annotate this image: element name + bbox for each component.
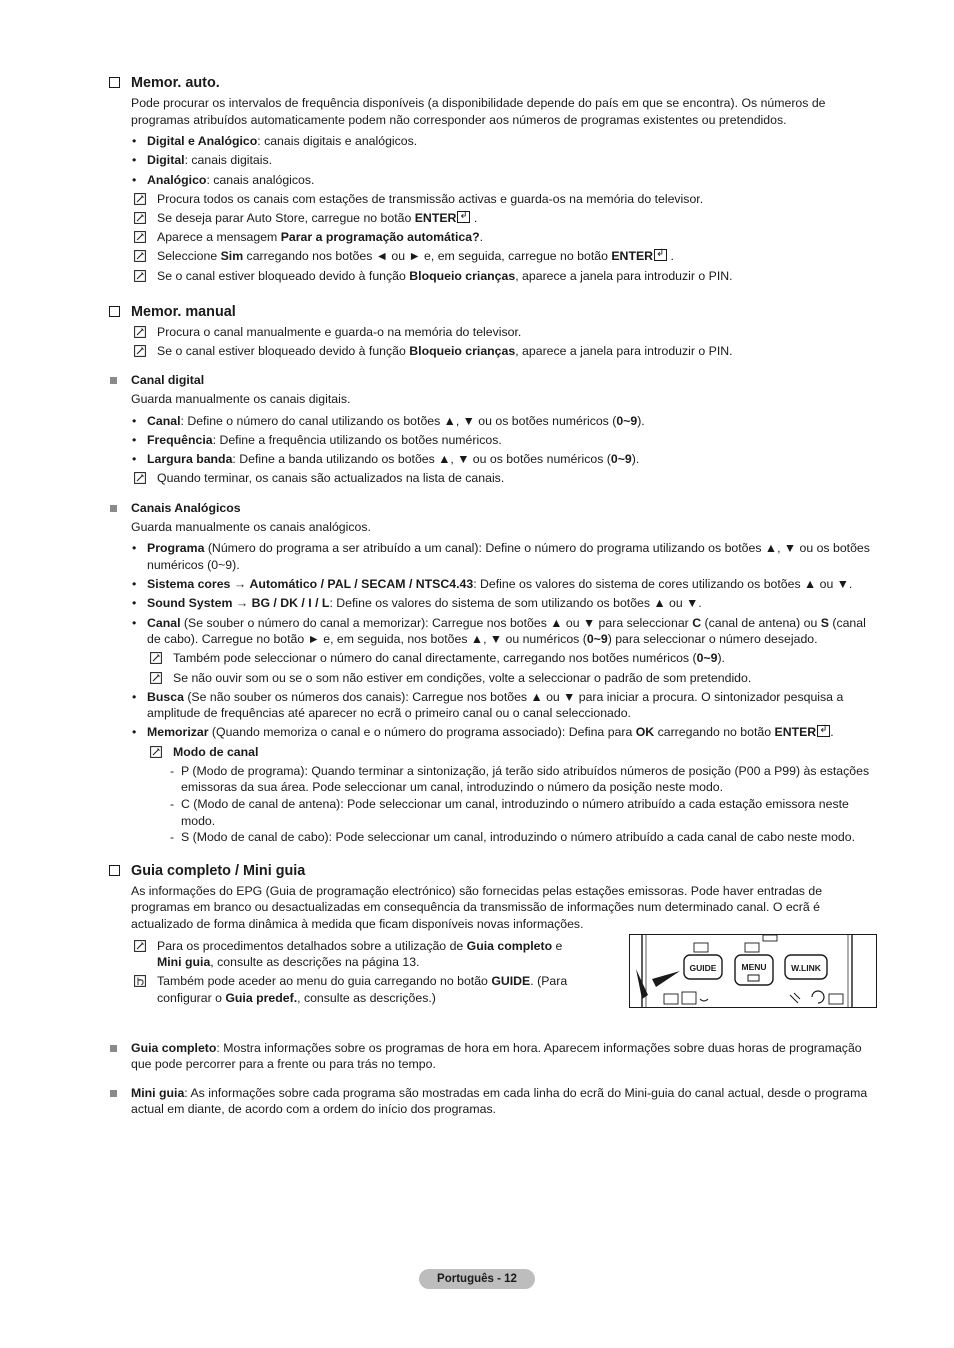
list-item: • Memorizar (Quando memoriza o canal e o número do programa associado): Defina para OK carregando no botão ENTER↲ . — [108, 724, 876, 741]
note-pencil-icon — [134, 270, 146, 282]
note-pencil-icon — [134, 193, 146, 205]
menu-button-label: MENU — [741, 961, 767, 972]
checkbox-square-icon — [109, 865, 120, 876]
grey-square-icon — [110, 505, 117, 512]
note-item: Quando terminar, os canais são actualizados na lista de canais. — [108, 470, 876, 487]
note-pencil-icon — [150, 652, 162, 664]
note-pencil-icon — [134, 212, 146, 224]
subsection-heading-canal-digital: Canal digital — [108, 372, 876, 389]
note-item: Aparece a mensagem Parar a programação automática?. — [108, 229, 876, 246]
list-item: • Programa (Número do programa a ser atribuído a um canal): Define o número do programa utilizando os botões ▲, ▼ ou os botões numéricos (0~9). — [132, 541, 870, 572]
grey-square-icon — [110, 377, 117, 384]
note-item: Para os procedimentos detalhados sobre a utilização de Guia completo e Mini guia, consulte as descrições na página 13. — [108, 938, 578, 971]
list-item: • Sistema cores → Automático / PAL / SECAM / NTSC4.43: Define os valores do sistema de cores utilizando os botões ▲ ou ▼. — [132, 577, 853, 592]
paragraph: Pode procurar os intervalos de frequência disponíveis (a disponibilidade depende do país em que se encontra). Os números de programas atribuídos automaticamente podem não corresponder aos números de programas existentes ou pretendidos. — [131, 96, 826, 127]
note-pencil-icon — [134, 940, 146, 952]
page-number-badge: Português - 12 — [419, 1269, 535, 1289]
note-item: Também pode aceder ao menu do guia carregando no botão GUIDE. (Para configurar o Guia predef., consulte as descrições.) — [108, 973, 578, 1006]
list-item: • Canal: Define o número do canal utilizando os botões ▲, ▼ ou os botões numéricos (0~9). — [132, 413, 645, 428]
list-item: - P (Modo de programa): Quando terminar a sintonização, já terão sido atribuídos números de posição (P00 a P99) às estações emissoras da sua área. Pode seleccionar um canal, introduzindo o número da posição neste modo. — [170, 763, 870, 795]
grey-square-icon — [110, 1045, 117, 1052]
note-item: Procura o canal manualmente e guarda-o na memória do televisor. — [108, 324, 876, 341]
guide-button-label: GUIDE — [689, 962, 717, 973]
grey-square-icon — [110, 1090, 117, 1097]
note-pencil-icon — [150, 746, 162, 758]
list-item: • Analógico: canais analógicos. — [132, 172, 315, 187]
list-item: • Sound System → BG / DK / I / L: Define os valores do sistema de som utilizando os botões ▲ ou ▼. — [132, 596, 702, 611]
wlink-button-label: W.LINK — [791, 962, 821, 973]
enter-icon — [817, 725, 830, 737]
enter-icon — [654, 249, 667, 261]
note-item: Se não ouvir som ou se o som não estiver em condições, volte a seleccionar o padrão de som pretendido. — [108, 670, 876, 687]
enter-icon — [457, 211, 470, 223]
list-item: • Digital e Analógico: canais digitais e analógicos. — [132, 134, 418, 149]
list-item: - S (Modo de canal de cabo): Pode seleccionar um canal, introduzindo o número atribuído a cada canal de cabo neste modo. — [170, 830, 856, 845]
paragraph: Guarda manualmente os canais digitais. — [131, 392, 351, 407]
note-item: Procura todos os canais com estações de transmissão activas e guarda-os na memória do televisor. — [108, 191, 876, 208]
list-item: • Frequência: Define a frequência utilizando os botões numéricos. — [132, 433, 502, 448]
note-item: Seleccione Sim carregando nos botões ◄ ou ► e, em seguida, carregue no botão ENTER↲ . — [108, 248, 876, 265]
note-pencil-icon — [150, 672, 162, 684]
list-item: • Busca (Se não souber os números dos canais): Carregue nos botões ▲ ou ▼ para iniciar a procura. O sintonizador pesquisa a amplitude de frequências até aparecer no ecrã o primeiro canal ou o canal seleccionado. — [132, 689, 844, 721]
hand-pointer-icon — [134, 975, 146, 987]
section-heading-guia: Guia completo / Mini guia — [108, 862, 876, 880]
definition-guia-completo: Guia completo: Mostra informações sobre os programas de hora em hora. Aparecem informações sobre duas horas de programação que pode percorrer para a frente ou para trás no tempo. — [108, 1040, 876, 1073]
section-heading-memor-auto: Memor. auto. — [108, 74, 876, 92]
checkbox-square-icon — [109, 306, 120, 317]
paragraph: As informações do EPG (Guia de programação electrónico) são fornecidas pelas estações emissoras. Pode haver entradas de programas em branco ou desactualizadas em consequência da transmissão de informações num determinado canal. O ecrã é actualizado de forma dinâmica à medida que ficam disponíveis novas informações. — [131, 883, 823, 931]
section-heading-memor-manual: Memor. manual — [108, 303, 876, 321]
list-item: • Digital: canais digitais. — [132, 153, 273, 168]
note-pencil-icon — [134, 345, 146, 357]
note-pencil-icon — [134, 326, 146, 338]
note-item: Se o canal estiver bloqueado devido à função Bloqueio crianças, aparece a janela para introduzir o PIN. — [108, 343, 876, 360]
list-item: • Canal (Se souber o número do canal a memorizar): Carregue nos botões ▲ ou ▼ para seleccionar C (canal de antena) ou S (canal de cabo). Carregue no botão ► e, em seguida, nos botões ▲, ▼ ou numéricos (0~9) para seleccionar o número desejado. — [132, 615, 866, 647]
note-item: Também pode seleccionar o número do canal directamente, carregando nos botões numéricos (0~9). — [108, 650, 876, 667]
list-item: • Largura banda: Define a banda utilizando os botões ▲, ▼ ou os botões numéricos (0~9). — [132, 452, 640, 467]
remote-control-illustration — [629, 934, 877, 1008]
note-item: Se o canal estiver bloqueado devido à função Bloqueio crianças, aparece a janela para introduzir o PIN. — [108, 268, 876, 285]
note-pencil-icon — [134, 250, 146, 262]
definition-mini-guia: Mini guia: As informações sobre cada programa são mostradas em cada linha do ecrã do Mini-guia do canal actual, desde o programa actual em diante, de acordo com a ordem do início dos programas. — [108, 1085, 876, 1118]
note-pencil-icon — [134, 231, 146, 243]
note-item: Modo de canal — [108, 744, 876, 761]
checkbox-square-icon — [109, 77, 120, 88]
paragraph: Guarda manualmente os canais analógicos. — [131, 519, 371, 534]
list-item: - C (Modo de canal de antena): Pode seleccionar um canal, introduzindo o número atribuído a cada estação emissora neste modo. — [170, 797, 849, 828]
note-item: Se deseja parar Auto Store, carregue no botão ENTER↲ . — [108, 210, 876, 227]
manual-page — [108, 74, 876, 1118]
guide-notes-with-remote — [108, 938, 876, 1014]
subsection-heading-canais-analogicos: Canais Analógicos — [108, 500, 876, 517]
note-pencil-icon — [134, 472, 146, 484]
